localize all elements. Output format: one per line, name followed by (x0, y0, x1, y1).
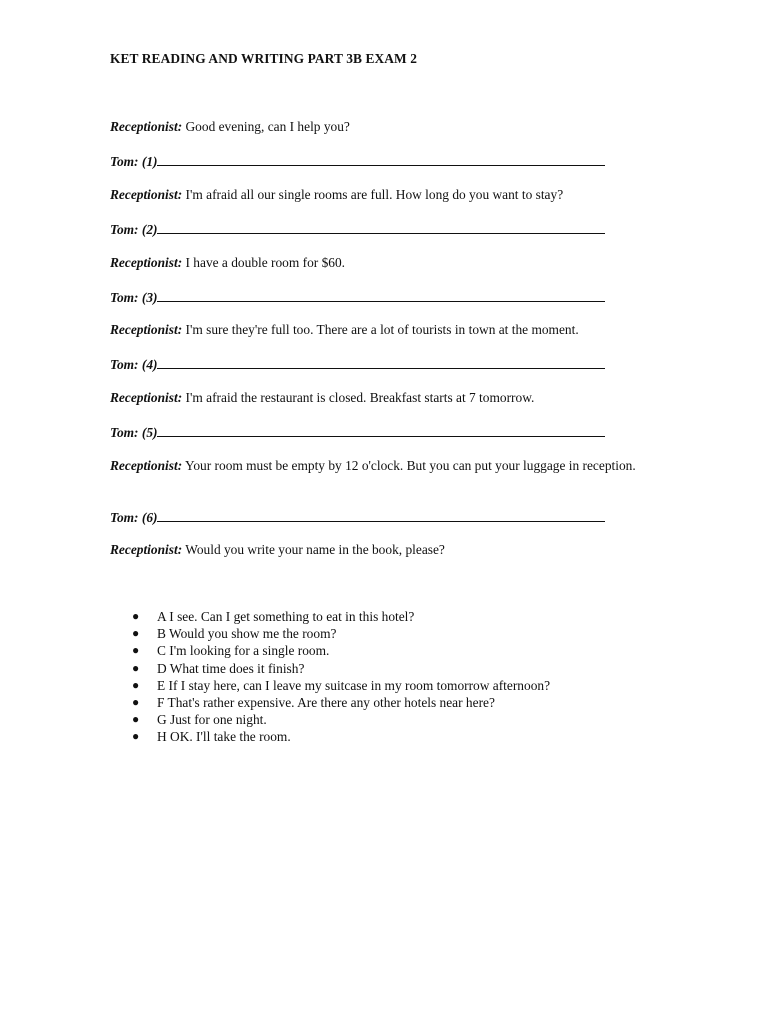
dialogue-line-receptionist (110, 322, 670, 338)
answer-blank-3[interactable] (157, 289, 605, 302)
option-item (110, 711, 550, 728)
answer-blank-2[interactable] (157, 221, 605, 234)
option-text: G Just for one night. (157, 712, 267, 728)
dialogue-line-receptionist (110, 542, 670, 558)
dialogue-line-tom-6 (110, 509, 670, 526)
speaker-label: Tom: (6) (110, 510, 158, 525)
speaker-label: Tom: (2) (110, 222, 158, 237)
dialogue-text: I'm sure they're full too. There are a lot of tourists in town at the moment. (182, 322, 579, 337)
speaker-label: Receptionist: (110, 119, 183, 134)
dialogue-line-receptionist (110, 187, 670, 203)
option-item (110, 728, 550, 745)
option-item (110, 694, 550, 711)
dialogue-text: I'm afraid all our single rooms are full. How long do you want to stay? (182, 187, 564, 202)
option-text: D What time does it finish? (157, 660, 305, 676)
dialogue-line-receptionist (110, 119, 670, 135)
speaker-label: Tom: (1) (110, 154, 158, 169)
option-item (110, 642, 550, 659)
dialogue-text: I'm afraid the restaurant is closed. Breakfast starts at 7 tomorrow. (182, 390, 535, 405)
answer-blank-1[interactable] (157, 153, 605, 166)
dialogue-text: Good evening, can I help you? (182, 119, 350, 134)
speaker-label: Tom: (4) (110, 357, 158, 372)
dialogue-text: Your room must be empty by 12 o'clock. But you can put your luggage in reception. (182, 458, 636, 473)
answer-blank-6[interactable] (157, 509, 605, 522)
speaker-label: Receptionist: (110, 542, 183, 557)
option-text: A I see. Can I get something to eat in this hotel? (157, 609, 415, 624)
option-item (110, 625, 550, 642)
option-text: F That's rather expensive. Are there any other hotels near here? (157, 695, 495, 711)
page-title: KET READING AND WRITING PART 3B EXAM 2 (110, 51, 418, 66)
option-text: H OK. I'll take the room. (157, 729, 291, 745)
speaker-label: Receptionist: (110, 322, 183, 337)
dialogue-line-tom-5 (110, 424, 670, 441)
dialogue-text: Would you write your name in the book, please? (182, 542, 445, 557)
option-text: E If I stay here, can I leave my suitcase in my room tomorrow afternoon? (157, 677, 551, 693)
dialogue-line-tom-2 (110, 221, 670, 238)
bullet-icon: ● (132, 609, 140, 623)
dialogue-line-receptionist (110, 390, 670, 406)
speaker-label: Tom: (5) (110, 425, 158, 440)
speaker-label: Receptionist: (110, 187, 183, 202)
dialogue-line-tom-3 (110, 289, 670, 306)
speaker-label: Tom: (3) (110, 290, 158, 305)
bullet-icon: ● (132, 729, 140, 744)
answer-options-list (110, 608, 550, 746)
answer-blank-4[interactable] (157, 356, 605, 369)
dialogue-line-receptionist (110, 458, 665, 474)
option-item (110, 677, 550, 694)
speaker-label: Receptionist: (110, 390, 183, 405)
option-item (110, 660, 550, 677)
bullet-icon: ● (132, 712, 140, 727)
option-text: C I'm looking for a single room. (157, 643, 330, 659)
answer-blank-5[interactable] (157, 424, 605, 437)
bullet-icon: ● (132, 660, 140, 675)
bullet-icon: ● (132, 643, 140, 658)
speaker-label: Receptionist: (110, 255, 183, 270)
bullet-icon: ● (132, 677, 140, 692)
dialogue-line-tom-1 (110, 153, 670, 170)
dialogue-line-tom-4 (110, 356, 670, 373)
speaker-label: Receptionist: (110, 458, 183, 473)
bullet-icon: ● (132, 626, 140, 641)
bullet-icon: ● (132, 695, 140, 710)
option-item (110, 608, 550, 625)
option-text: B Would you show me the room? (157, 626, 337, 642)
dialogue-text: I have a double room for $60. (182, 255, 346, 270)
dialogue-line-receptionist (110, 255, 670, 271)
